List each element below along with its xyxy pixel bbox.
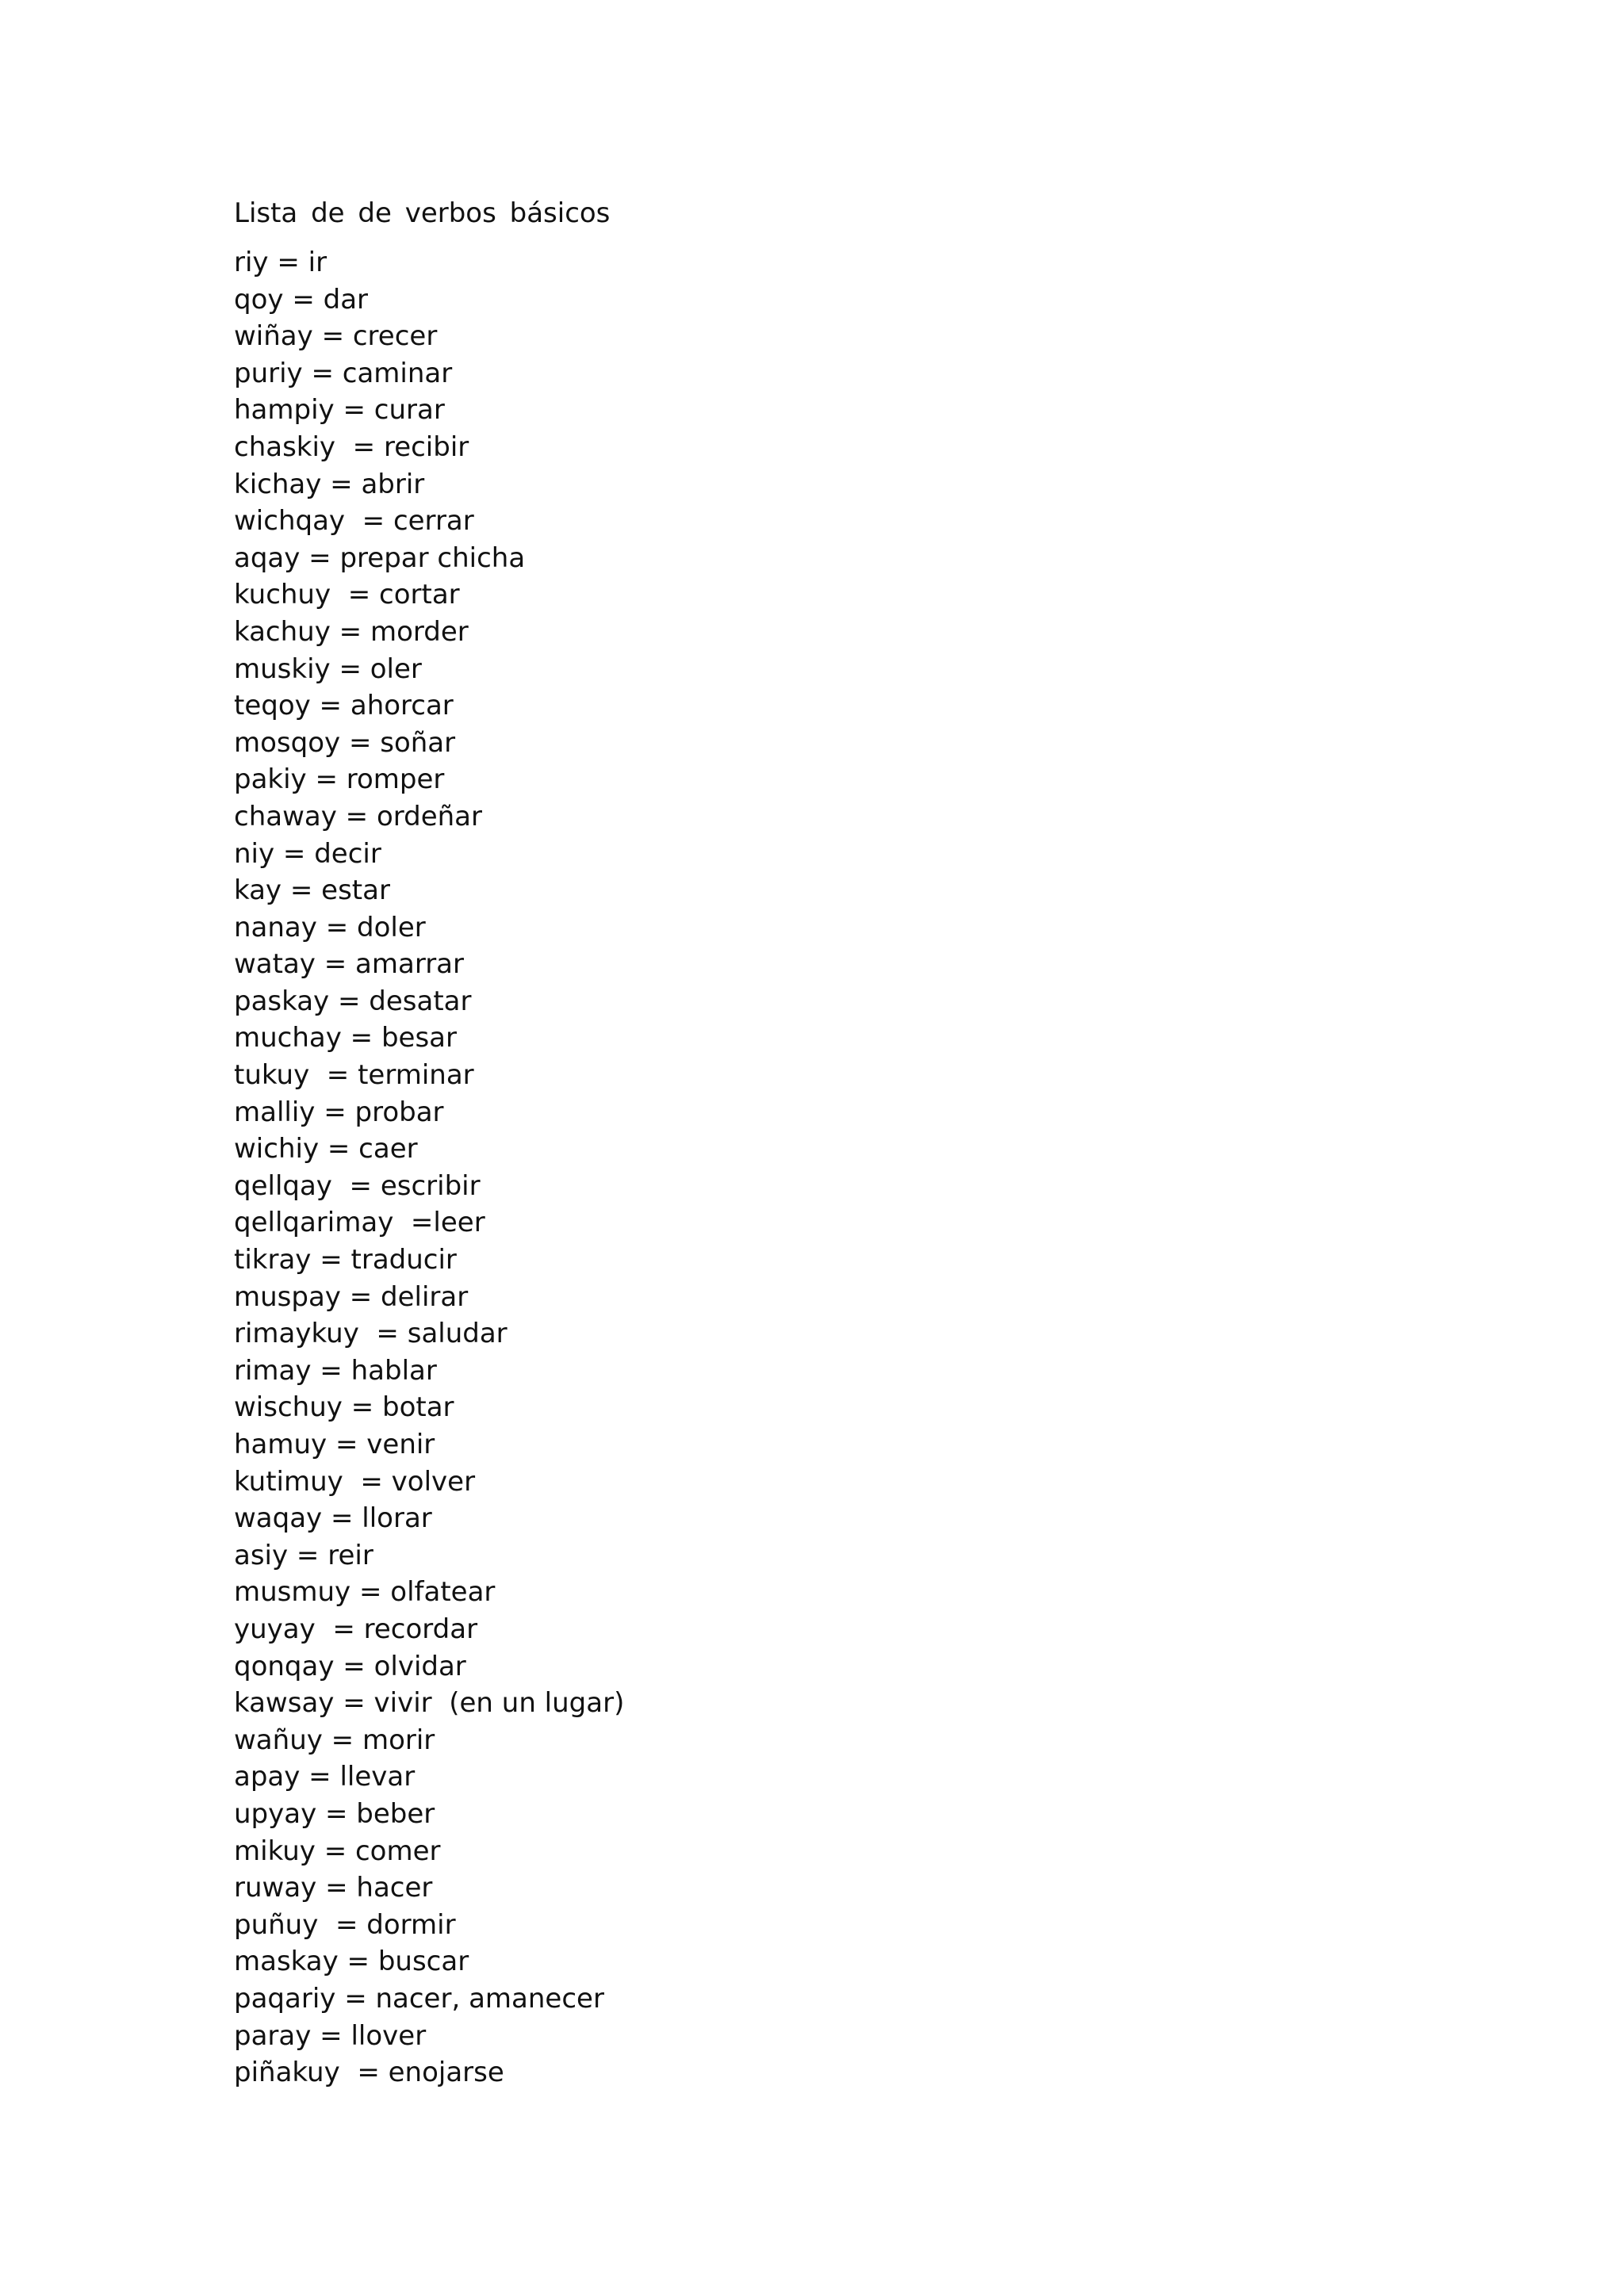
verb-entry: paqariy = nacer, amanecer [234, 1982, 604, 2015]
verb-entry: puñuy = dormir [234, 1908, 456, 1941]
verb-entry: tikray = traducir [234, 1244, 457, 1276]
verb-entry: riy = ir [234, 247, 327, 278]
verb-entry: puriy = caminar [234, 357, 453, 389]
verb-entry: malliy = probar [234, 1096, 444, 1128]
verb-entry: ruway = hacer [234, 1872, 433, 1904]
verb-entry: apay = llevar [234, 1761, 416, 1793]
verb-entry: yuyay = recordar [234, 1613, 478, 1645]
verb-entry: qonqay = olvidar [234, 1650, 466, 1682]
verb-entry: kachuy = morder [234, 615, 469, 648]
verb-entry: wichiy = caer [234, 1133, 418, 1165]
verb-entry: watay = amarrar [234, 948, 464, 981]
verb-entry: asiy = reir [234, 1539, 373, 1571]
verb-entry: wañuy = morir [234, 1724, 435, 1756]
verb-entry: rimaykuy = saludar [234, 1318, 508, 1350]
verb-entry: paskay = desatar [234, 985, 472, 1017]
verb-entry: paray = llover [234, 2019, 427, 2052]
verb-entry: maskay = buscar [234, 1946, 469, 1978]
verb-entry: kay = estar [234, 874, 390, 907]
verb-entry: wichqay = cerrar [234, 505, 474, 538]
verb-entry: hamuy = venir [234, 1429, 435, 1460]
verb-entry: musmuy = olfatear [234, 1576, 496, 1609]
verb-entry: wischuy = botar [234, 1391, 454, 1424]
verb-entry: kuchuy = cortar [234, 579, 460, 611]
verb-entry: piñakuy = enojarse [234, 2057, 504, 2089]
verb-entry: aqay = prepar chicha [234, 541, 526, 574]
verb-entry: chaway = ordeñar [234, 800, 482, 832]
verb-entry: kutimuy = volver [234, 1465, 476, 1498]
verb-entry: wiñay = crecer [234, 320, 438, 353]
verb-entry: muskiy = oler [234, 652, 422, 685]
verb-entry: muchay = besar [234, 1022, 457, 1054]
verb-entry: mosqoy = soñar [234, 726, 456, 759]
verb-entry: kichay = abrir [234, 468, 425, 500]
verb-entry: mikuy = comer [234, 1835, 441, 1867]
verb-entry: tukuy = terminar [234, 1059, 474, 1092]
verb-entry: nanay = doler [234, 911, 426, 943]
verb-entry: muspay = delirar [234, 1280, 469, 1313]
verb-list [234, 244, 1423, 2091]
verb-entry: hampiy = curar [234, 394, 445, 427]
verb-entry: rimay = hablar [234, 1354, 437, 1387]
verb-entry: qellqarimay =leer [234, 1207, 485, 1239]
document-content [234, 195, 1423, 2091]
verb-entry: waqay = llorar [234, 1502, 432, 1535]
verb-entry: niy = decir [234, 837, 381, 870]
verb-entry: qoy = dar [234, 283, 369, 316]
verb-entry: upyay = beber [234, 1797, 435, 1830]
verb-entry: pakiy = romper [234, 763, 445, 796]
verb-entry: teqoy = ahorcar [234, 690, 454, 722]
verb-entry: qellqay = escribir [234, 1169, 481, 1202]
document-title: Lista de de verbos básicos [234, 197, 611, 229]
verb-entry: kawsay = vivir (en un lugar) [234, 1687, 625, 1720]
verb-entry: chaskiy = recibir [234, 430, 469, 463]
